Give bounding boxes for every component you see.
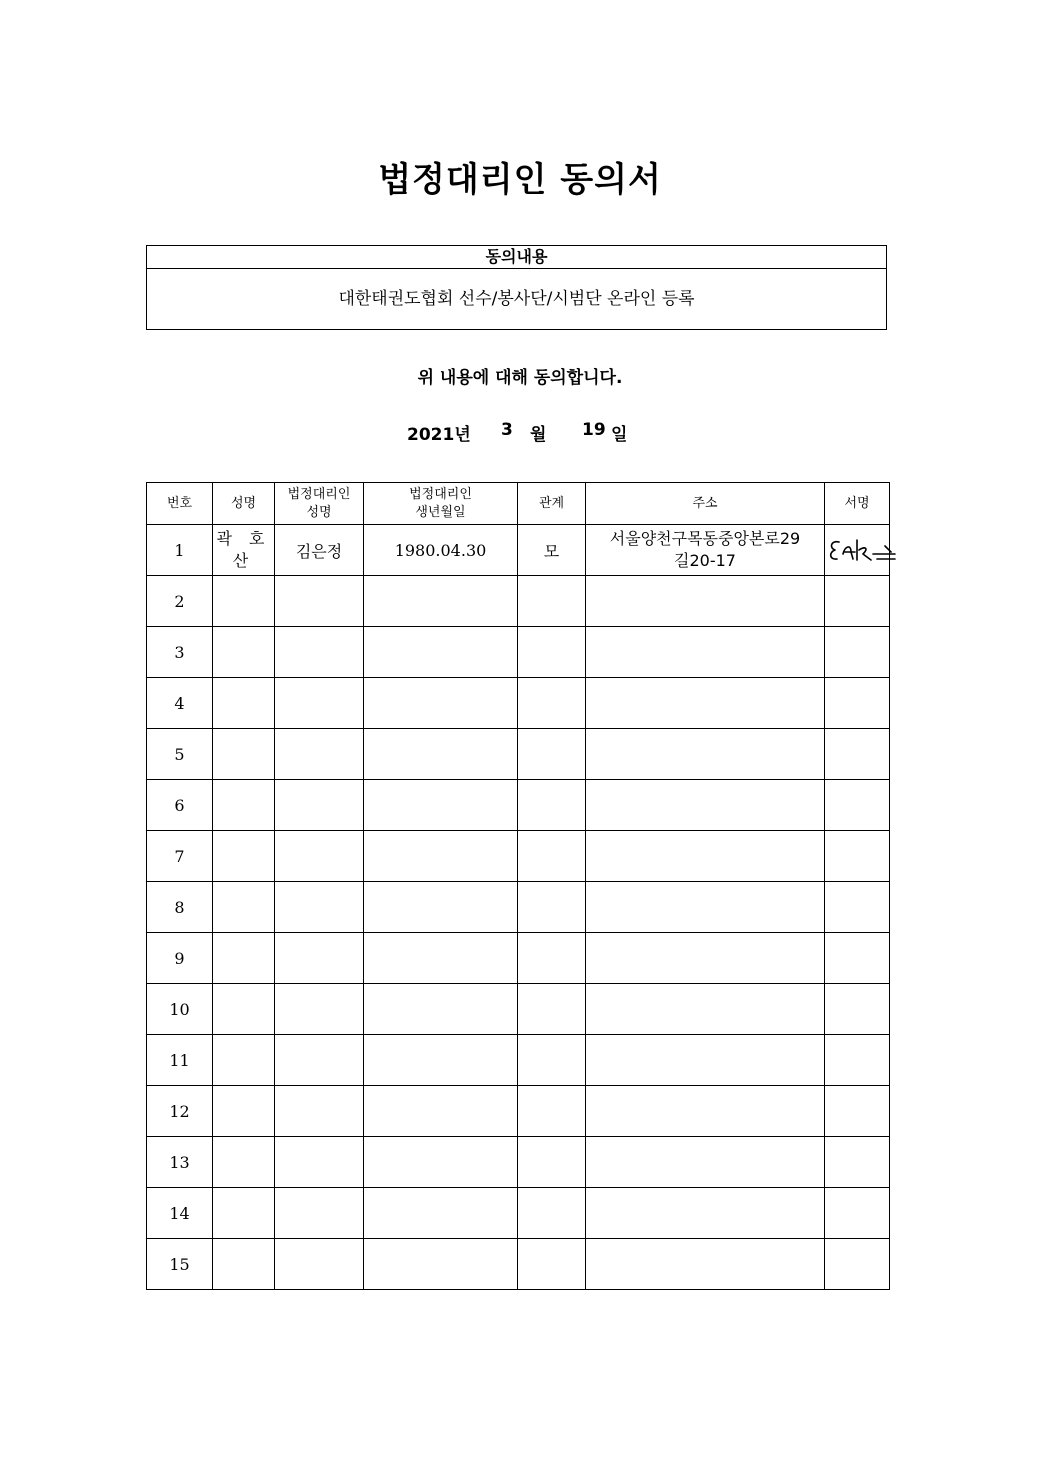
row-relation [518,882,586,933]
row-address [586,780,825,831]
table-row [147,984,890,1035]
row-rep-birth [364,831,518,882]
row-address [586,1137,825,1188]
row-address [586,1035,825,1086]
row-signature [825,627,890,678]
row-no: 14 [147,1188,213,1239]
row-no: 13 [147,1137,213,1188]
row-name [213,933,275,984]
row-rep-birth [364,678,518,729]
header-no: 번호 [147,483,213,525]
header-relation: 관계 [518,483,586,525]
row-no: 8 [147,882,213,933]
row-name [213,1137,275,1188]
row-address [586,1188,825,1239]
row-no: 2 [147,576,213,627]
row-rep-name [275,1137,364,1188]
row-rep-birth [364,1035,518,1086]
row-relation [518,1137,586,1188]
row-rep-name [275,831,364,882]
row-rep-name [275,1086,364,1137]
row-name [213,1086,275,1137]
date-day: 19 [582,420,606,440]
row-relation [518,933,586,984]
row-signature [825,984,890,1035]
header-address: 주소 [586,483,825,525]
row-no: 7 [147,831,213,882]
row-rep-name [275,882,364,933]
header-rep-birth [364,483,518,525]
row-name [213,831,275,882]
date-month: 3 [501,420,513,440]
row-address [586,1086,825,1137]
table-row [147,933,890,984]
header-rep-name [275,483,364,525]
row-rep-name [275,627,364,678]
row-name [213,627,275,678]
row-address [586,729,825,780]
row-name [213,1035,275,1086]
row-signature [825,933,890,984]
row-signature [825,525,890,576]
row-relation [518,729,586,780]
row-address-line1: 서울양천구목동중앙본로29 [609,529,801,548]
row-rep-birth [364,576,518,627]
row-rep-name [275,678,364,729]
header-rep-birth-line2: 생년월일 [415,504,466,520]
date-day-unit: 일 [611,425,628,445]
row-relation [518,984,586,1035]
agreement-statement: 위 내용에 대해 동의합니다. [417,368,623,388]
row-address [586,984,825,1035]
row-relation [518,627,586,678]
row-relation [518,1239,586,1290]
row-rep-birth [364,984,518,1035]
header-signature: 서명 [825,483,890,525]
row-signature [825,780,890,831]
table-row [147,1086,890,1137]
row-no: 10 [147,984,213,1035]
row-signature [825,1086,890,1137]
row-address [586,1239,825,1290]
row-name [213,678,275,729]
row-rep-birth [364,729,518,780]
row-rep-name [275,780,364,831]
row-relation [518,1035,586,1086]
row-relation [518,576,586,627]
table-row [147,678,890,729]
row-rep-birth [364,933,518,984]
row-relation [518,1086,586,1137]
table-row [147,525,890,576]
representative-table [146,482,890,1290]
row-address [586,525,825,576]
row-relation [518,780,586,831]
row-rep-birth [364,882,518,933]
row-rep-name [275,1188,364,1239]
row-rep-birth [364,1188,518,1239]
row-no: 3 [147,627,213,678]
row-signature [825,729,890,780]
row-address [586,933,825,984]
row-rep-name [275,576,364,627]
row-name [213,1239,275,1290]
table-row [147,627,890,678]
row-no: 1 [147,525,213,576]
row-signature [825,1035,890,1086]
row-rep-name [275,933,364,984]
row-signature [825,576,890,627]
row-rep-birth [364,1086,518,1137]
row-no: 9 [147,933,213,984]
row-address [586,882,825,933]
row-name [213,576,275,627]
table-row [147,1137,890,1188]
header-rep-name-line2: 성명 [306,504,332,520]
consent-body: 대한태권도협회 선수/봉사단/시범단 온라인 등록 [338,289,695,309]
row-address [586,576,825,627]
consent-content-box [146,245,887,330]
row-no: 6 [147,780,213,831]
row-address-line2: 길20-17 [674,551,736,570]
row-relation [518,678,586,729]
row-address [586,678,825,729]
consent-header: 동의내용 [147,246,886,269]
row-signature [825,1137,890,1188]
row-relation: 모 [518,525,586,576]
row-rep-birth [364,780,518,831]
row-name [213,1188,275,1239]
table-row [147,1188,890,1239]
row-name-line2: 산 [232,551,255,570]
row-name [213,882,275,933]
row-address [586,831,825,882]
row-name-line1: 곽 호 [216,529,271,548]
row-rep-birth [364,1137,518,1188]
row-name [213,729,275,780]
table-row [147,831,890,882]
row-no: 12 [147,1086,213,1137]
row-rep-name [275,729,364,780]
row-rep-name [275,1035,364,1086]
row-rep-birth: 1980.04.30 [364,525,518,576]
row-no: 5 [147,729,213,780]
row-signature [825,1188,890,1239]
table-row [147,729,890,780]
row-no: 11 [147,1035,213,1086]
row-name [213,525,275,576]
date-month-unit: 월 [530,425,547,445]
row-rep-name [275,1239,364,1290]
table-row [147,1035,890,1086]
row-name [213,984,275,1035]
row-no: 4 [147,678,213,729]
row-rep-birth [364,1239,518,1290]
row-relation [518,1188,586,1239]
row-address [586,627,825,678]
handwritten-signature [825,532,897,568]
row-no: 15 [147,1239,213,1290]
header-rep-birth-line1: 법정대리인 [409,486,472,502]
row-signature [825,882,890,933]
table-row [147,576,890,627]
row-name [213,780,275,831]
row-rep-name [275,984,364,1035]
row-rep-birth [364,627,518,678]
row-signature [825,831,890,882]
header-name: 성명 [213,483,275,525]
table-row [147,780,890,831]
row-signature [825,1239,890,1290]
date-year: 2021년 [407,425,471,445]
table-row [147,882,890,933]
row-signature [825,678,890,729]
row-relation [518,831,586,882]
table-header-row [147,483,890,525]
row-rep-name: 김은정 [275,525,364,576]
table-row [147,1239,890,1290]
document-title: 법정대리인 동의서 [378,160,662,200]
header-rep-name-line1: 법정대리인 [287,486,351,502]
